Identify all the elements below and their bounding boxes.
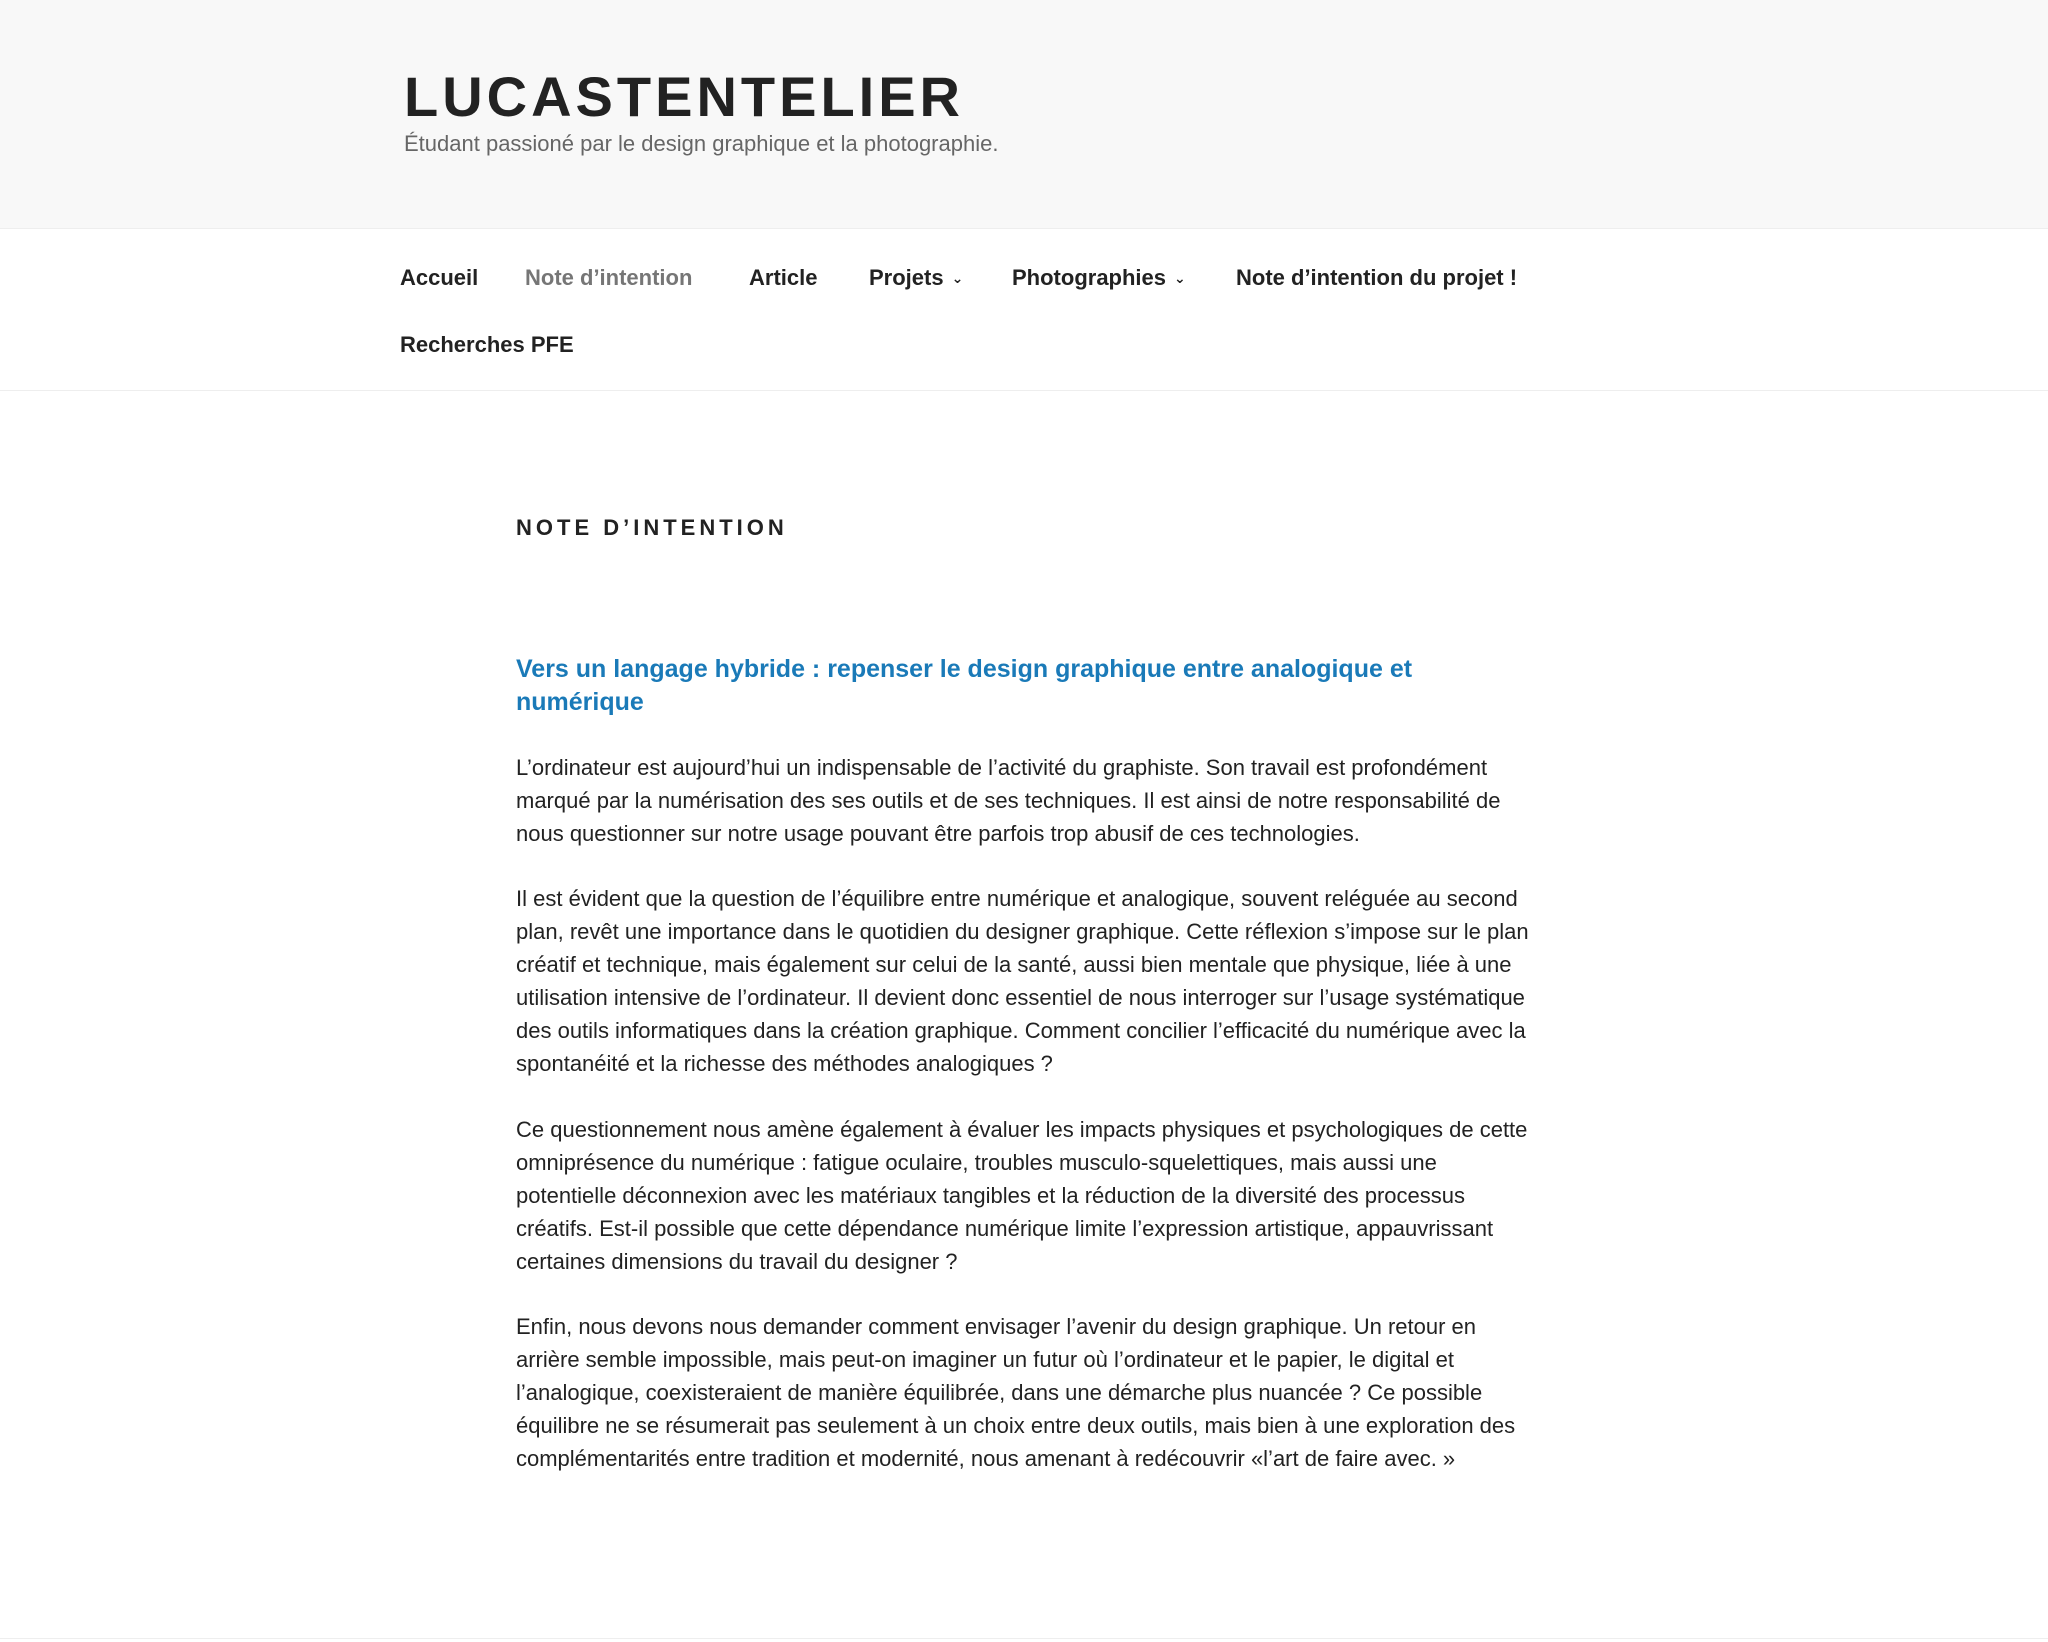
page-title: NOTE D’INTENTION <box>516 515 788 540</box>
nav-item-article[interactable] <box>749 263 817 293</box>
nav-item-photographies[interactable] <box>1012 263 1186 293</box>
chevron-down-icon: ⌄ <box>951 270 964 286</box>
nav-item-label: Recherches PFE <box>400 332 574 357</box>
nav-item-recherches-pfe[interactable] <box>400 330 574 360</box>
nav-item-label: Photographies <box>1012 265 1167 290</box>
site-title[interactable]: LUCASTENTELIER <box>404 65 964 128</box>
article-paragraph: Enfin, nous devons nous demander comment envisager l’avenir du design graphique. Un retour en arrière semble impossible, mais peut-on imaginer un futur où l’ordinateur et le papier, le digital et l’analogique, coexisteraient de manière équilibrée, dans une démarche plus nuancée ? Ce possible équilibre ne se résumerait pas seulement à un choix entre deux outils, mais bien à une exploration des complémentarités entre tradition et modernité, nous amenant à redécouvrir «l’art de faire avec. » <box>516 1314 1516 1471</box>
nav-item-label: Projets <box>869 265 944 290</box>
nav-item-note-intention-projet[interactable] <box>1236 263 1517 293</box>
main-navigation <box>0 228 2048 391</box>
article-subheading: Vers un langage hybride : repenser le design graphique entre analogique et numérique <box>516 655 1413 716</box>
site-description: Étudant passioné par le design graphique et la photographie. <box>404 131 999 156</box>
article-paragraph: Ce questionnement nous amène également à évaluer les impacts physiques et psychologiques de cette omniprésence du numérique : fatigue oculaire, troubles musculo-squelettiques, mais aussi une potentielle déconnexion avec les matériaux tangibles et la réduction de la diversité des processus créatifs. Est-il possible que cette dépendance numérique limite l’expression artistique, appauvrissant certaines dimensions du travail du designer ? <box>516 1117 1528 1274</box>
footer-divider <box>0 1638 2048 1639</box>
chevron-down-icon: ⌄ <box>1174 270 1186 286</box>
site-header <box>0 0 2048 228</box>
nav-item-projets[interactable] <box>869 263 963 293</box>
nav-item-note-intention[interactable] <box>525 263 692 293</box>
nav-item-label: Note d’intention <box>525 265 693 290</box>
article-paragraph: Il est évident que la question de l’équilibre entre numérique et analogique, souvent reléguée au second plan, revêt une importance dans le quotidien du designer graphique. Cette réflexion s’impose sur le plan créatif et technique, mais également sur celui de la santé, aussi bien mentale que physique, liée à une utilisation intensive de l’ordinateur. Il devient donc essentiel de nous interroger sur l’usage systématique des outils informatiques dans la création graphique. Comment concilier l’efficacité du numérique avec la spontanéité et la richesse des méthodes analogiques ? <box>516 886 1529 1076</box>
nav-item-label: Accueil <box>400 265 479 290</box>
article-paragraph: L’ordinateur est aujourd’hui un indispensable de l’activité du graphiste. Son travail est profondément marqué par la numérisation des ses outils et de ses techniques. Il est ainsi de notre responsabilité de nous questionner sur notre usage pouvant être parfois trop abusif de ces technologies. <box>516 755 1501 846</box>
nav-item-label: Article <box>749 265 818 290</box>
nav-item-accueil[interactable] <box>400 263 478 293</box>
nav-item-label: Note d’intention du projet ! <box>1236 265 1518 290</box>
